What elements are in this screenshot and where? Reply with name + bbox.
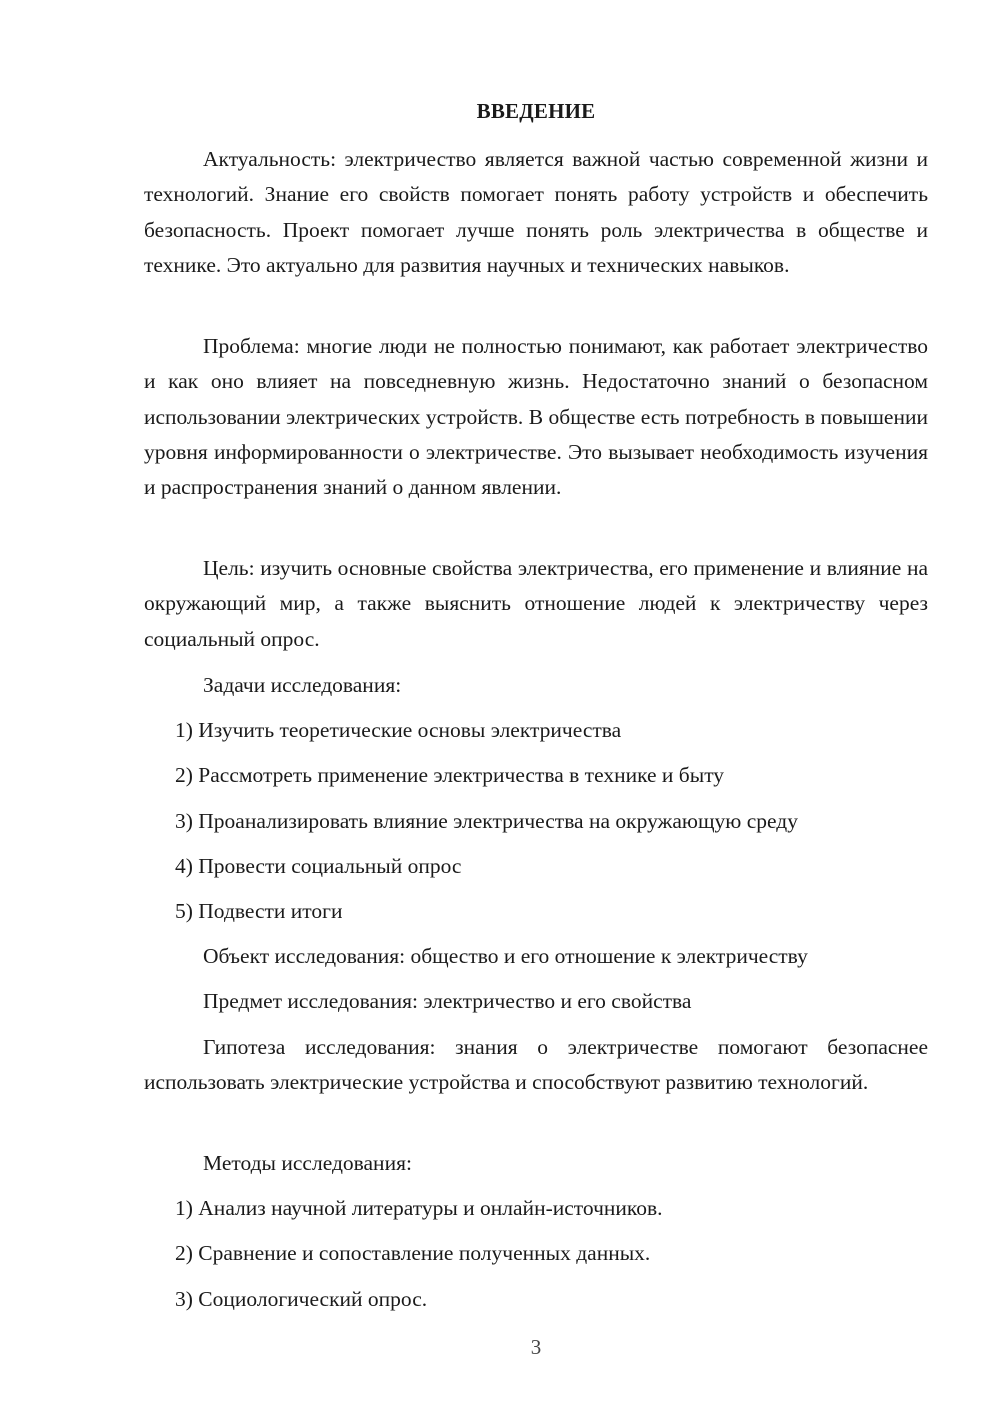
relevance-paragraph: Актуальность: электричество является важной частью современной жизни и технологий. Знание его свойств помогает понять работу устройств и обеспечить безопасность. Проект помогает лучше понять роль электричества в обществе и технике. Это актуально для развития научных и технических навыков. [144,147,928,277]
task-item: 4) Провести социальный опрос [175,854,462,878]
task-item: 3) Проанализировать влияние электричества на окружающую среду [175,809,798,833]
task-item: 5) Подвести итоги [175,899,343,923]
page-number: 3 [530,1335,542,1359]
method-item: 2) Сравнение и сопоставление полученных данных. [175,1241,651,1265]
object-statement: Объект исследования: общество и его отношение к электричеству [203,944,808,968]
tasks-label: Задачи исследования: [203,673,402,697]
task-item: 2) Рассмотреть применение электричества в технике и быту [175,763,725,787]
method-item: 1) Анализ научной литературы и онлайн-источников. [175,1196,663,1220]
page-title: ВВЕДЕНИЕ [476,99,596,123]
hypothesis-paragraph: Гипотеза исследования: знания о электричестве помогают безопаснее использовать электрические устройства и способствуют развитию технологий. [144,1035,928,1095]
task-item: 1) Изучить теоретические основы электричества [175,718,622,742]
goal-paragraph: Цель: изучить основные свойства электричества, его применение и влияние на окружающий мир, а также выяснить отношение людей к электричеству через социальный опрос. [144,556,928,651]
methods-label: Методы исследования: [203,1151,412,1175]
method-item: 3) Социологический опрос. [175,1287,428,1311]
subject-statement: Предмет исследования: электричество и его свойства [203,989,692,1013]
problem-paragraph: Проблема: многие люди не полностью понимают, как работает электричество и как оно влияет на повседневную жизнь. Недостаточно знаний о безопасном использовании электрических устройств. В обществе есть потребность в повышении уровня информированности о электричестве. Это вызывает необходимость изучения и распространения знаний о данном явлении. [144,334,928,500]
